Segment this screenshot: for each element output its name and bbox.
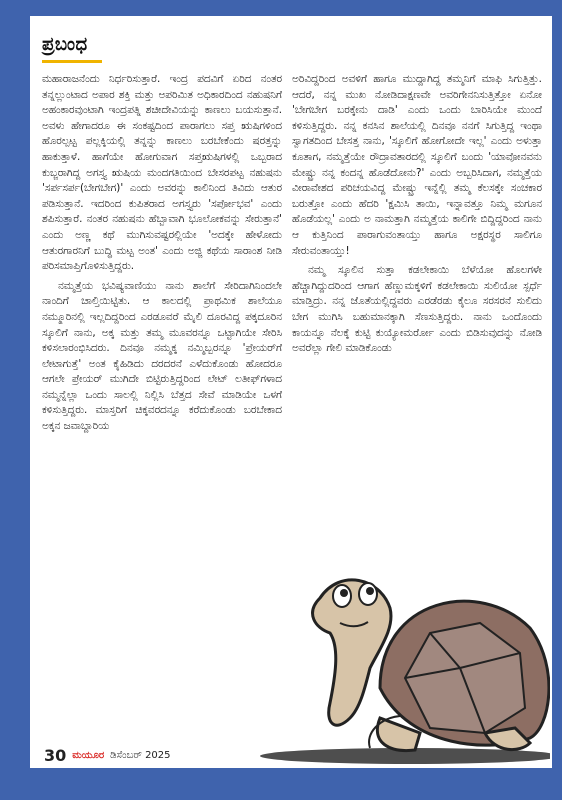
title-underline (42, 60, 102, 63)
bottom-border (0, 768, 562, 800)
top-border (0, 0, 562, 16)
page-number: 30 (44, 746, 67, 765)
left-border (0, 0, 30, 800)
right-paragraph-2: ನಮ್ಮ ಸ್ಕೂಲಿನ ಸುತ್ತಾ ಕಡಲೇಕಾಯಿ ಬೆಳೆಯೋ ಹೊಲಗಳೇ ಹೆಚ್ಚಾಗಿದ್ದುದರಿಂದ ಆಗಾಗ ಹೆಣ್ಣುಮಕ್ಕಳಿಗೆ ಕಡಲೇಕಾಯಿ ಸುಲಿಯೋ ಸ್ಪರ್ಧೆ ಮಾಡ್ತಿದ್ರು. ನನ್ನ ಜೊತೆಯಲ್ಲಿದ್ದವರು ಎರಡೆರಡು ಕೈಲೂ ಸರಸರನೆ ಸುಲಿದು ಬೇಗ ಮುಗಿಸಿ ಬಹುಮಾನಕ್ಕಾಗಿ ಸೆಣಸುತ್ತಿದ್ದರು. ನಾನು ಒಂದೊಂದು ಕಾಯನ್ನೂ ನೆಲಕ್ಕೆ ಕುಟ್ಟಿ ಕುಯ್ಯೋಮರ್ರೋ ಎಂದು ಬಿಡಿಸುವುದನ್ನು ನೋಡಿ ಅವರೆಲ್ಲಾ ಗೇಲಿ ಮಾಡಿಕೊಂಡು (292, 264, 542, 355)
turtle-illustration (230, 538, 550, 768)
magazine-name: ಮಯೂರ (72, 750, 105, 761)
page-footer (44, 746, 171, 765)
left-paragraph-2: ನಮ್ಮತ್ತೆಯ ಭವಿಷ್ಯವಾಣಿಯು ನಾನು ಶಾಲೆಗೆ ಸೇರಿದಾಗಿನಿಂದಲೇ ನಾಂದಿಗೆ ಚಾಲ್ತಿಯಿಟ್ಟಿತು. ಆ ಕಾಲದಲ್ಲಿ ಪ್ರಾಥಮಿಕ ಶಾಲೆಯೂ ನಮ್ಮೂರಿನಲ್ಲಿ ಇಲ್ಲದಿದ್ದರಿಂದ ಎರಡೂವರೆ ಮೈಲಿ ದೂರವಿದ್ದ ಪಕ್ಕದೂರಿನ ಸ್ಕೂಲಿಗೆ ನಾನು, ಅಕ್ಕ ಮತ್ತು ತಮ್ಮ ಮೂವರನ್ನೂ ಒಟ್ಟಾಗಿಯೇ ಸೇರಿಸಿ ಕಳಿಸಲಾರಂಭಿಸಿದರು. ದಿನವೂ ನಮ್ಮಕ್ಕ ನಮ್ಮಿಬ್ಬರನ್ನೂ 'ಪ್ರೇಯರ್‌ಗೆ ಲೇಟಾಗುತ್ತೆ' ಅಂತ ಕೈಹಿಡಿದು ದರದರನೆ ಎಳೆದುಕೊಂಡು ಹೋದರೂ ಆಗಲೇ ಪ್ರೇಯರ್ ಮುಗಿದೇ ಬಿಟ್ಟಿರುತ್ತಿದ್ದರಿಂದ ಲೇಟ್ ಲತೀಫ್‌ಗಳಾದ ನಮ್ಮನ್ನೆಲ್ಲಾ ಒಂದು ಸಾಲಲ್ಲಿ ನಿಲ್ಲಿಸಿ ಬೆತ್ತದ ಸೇವೆ ಮಾಡಿಯೇ ಒಳಗೆ ಕಳಿಸುತ್ತಿದ್ದರು. ಮಾಸ್ತರಿಗೆ ಚಿಕ್ಕವರದನ್ನೂ ಕರೆದುಕೊಂಡು ಬರಬೇಕಾದ ಅಕ್ಕನ ಜವಾಬ್ದಾರಿಯ (42, 279, 282, 433)
issue-date: ಡಿಸೆಂಬರ್ 2025 (110, 750, 171, 761)
left-column (42, 72, 282, 439)
right-border (552, 0, 562, 800)
section-title: ಪ್ರಬಂಧ (42, 34, 88, 55)
left-paragraph-1: ಮಹಾರಾಜನೆಂದು ನಿರ್ಧರಿಸುತ್ತಾರೆ. ಇಂದ್ರ ಪದವಿಗೆ ಏರಿದ ನಂತರ ತನ್ನಲ್ಲುಂಟಾದ ಅಪಾರ ಶಕ್ತಿ ಮತ್ತು ಅಪರಿಮಿತ ಅಧಿಕಾರದಿಂದ ನಹುಷನಿಗೆ ಅಹಂಕಾರವುಂಟಾಗಿ ಇಂದ್ರಪತ್ನಿ ಶಚೀದೇವಿಯನ್ನು ಕಾಣಲು ಬಯಸುತ್ತಾನೆ. ಅವಳು ಹೇಗಾದರೂ ಈ ಸಂಕಷ್ಟದಿಂದ ಪಾರಾಗಲು ಸಪ್ತ ಋಷಿಗಳಿಂದ ಹೊರಲ್ಪಟ್ಟ ಪಲ್ಲಕ್ಕಿಯಲ್ಲಿ ತನ್ನನ್ನು ಕಾಣಲು ಬರಬೇಕೆಂದು ಷರತ್ತನ್ನು ಹಾಕುತ್ತಾಳೆ. ಹಾಗೆಯೇ ಹೋಗುವಾಗ ಸಪ್ತಋಷಿಗಳಲ್ಲಿ ಒಬ್ಬರಾದ ಕುಬ್ಜರಾಗಿದ್ದ ಅಗಸ್ತ್ಯ ಋಷಿಯ ಮಂದಗತಿಯಿಂದ ಬೇಸರಪಟ್ಟ ನಹುಷನು 'ಸರ್ಪಸರ್ಪ(ಬೇಗಬೇಗ)' ಎಂದು ಅವರನ್ನು ಕಾಲಿನಿಂದ ತಿವಿದು ಆತುರ ಪಡಿಸುತ್ತಾನೆ. ಇದರಿಂದ ಕುಪಿತರಾದ ಅಗಸ್ತ್ಯರು 'ಸರ್ಪೋಭವ' ಎಂದು ಶಪಿಸುತ್ತಾರೆ. ನಂತರ ನಹುಷನು ಹೆಬ್ಬಾವಾಗಿ ಭೂಲೋಕವನ್ನು ಸೇರುತ್ತಾನೆ' ಎಂದು ಅಣ್ಣ ಕಥೆ ಮುಗಿಸುವಷ್ಟರಲ್ಲಿಯೇ 'ಅದಕ್ಕೇ ಹೇಳೋದು ಆತುರಗಾರನಿಗೆ ಬುದ್ಧಿ ಮಟ್ಟ ಅಂತ' ಎಂದು ಅಜ್ಜಿ ಕಥೆಯ ಸಾರಾಂಶ ನೀಡಿ ಪರಿಸಮಾಪ್ತಿಗೊಳಿಸುತ್ತಿದ್ದರು. (42, 73, 282, 273)
magazine-page (30, 16, 552, 768)
right-column (292, 72, 542, 361)
right-paragraph-1: ಅರಿವಿದ್ದರಿಂದ ಅವಳಿಗೆ ಹಾಗೂ ಮುದ್ದಾಗಿದ್ದ ತಮ್ಮನಿಗೆ ಮಾಫಿ ಸಿಗುತ್ತಿತ್ತು. ಆದರೆ, ನನ್ನ ಮುಖ ನೋಡಿದಾಕ್ಷಣವೇ ಅವರಿಗೇನನಿಸುತ್ತಿತ್ತೋ ಏನೋ 'ಬೇಗಬೇಗ ಬರಕ್ಕೇನು ದಾಡಿ' ಎಂದು ಒಂದು ಬಾರಿಸಿಯೇ ಮುಂದೆ ಕಳಿಸುತ್ತಿದ್ದರು. ನನ್ನ ಕನಸಿನ ಶಾಲೆಯಲ್ಲಿ ದಿನವೂ ನನಗೆ ಸಿಗುತ್ತಿದ್ದ ಇಂಥಾ ಸ್ವಾಗತದಿಂದ ಬೇಸತ್ತ ನಾನು, 'ಸ್ಕೂಲಿಗೆ ಹೋಗೋದೇ ಇಲ್ಲ' ಎಂದು ಅಳುತ್ತಾ ಕೂತಾಗ, ನಮ್ಮತ್ತೆಯೇ ರೌದ್ರಾವತಾರದಲ್ಲಿ ಸ್ಕೂಲಿಗೆ ಬಂದು 'ಯಾವೋನವನು ಮೇಷ್ಟ್ರು ನನ್ನ ಕಂದನ್ನ ಹೊಡೆದೋನು?' ಎಂದು ಅಬ್ಬರಿಸಿದಾಗ, ನಮ್ಮತ್ತೆಯ ವೀರಾವೇಶದ ಪರಿಚಯವಿದ್ದ ಮೇಷ್ಟ್ರು ಇನ್ನೆಲ್ಲಿ ತಮ್ಮ ಕೆಲಸಕ್ಕೇ ಸಂಚಕಾರ ಬರುತ್ತೋ ಎಂದು ಹೆದರಿ 'ಕ್ಷಮಿಸಿ ತಾಯಿ, ಇನ್ನಾವತ್ತೂ ನಿಮ್ಮ ಮಗೂನ ಹೊಡೆಯಲ್ಲ' ಎಂದು ಅ ನಾಮತ್ತಾಗಿ ನಮ್ಮತ್ತೆಯ ಕಾಲಿಗೇ ಬಿದ್ದಿದ್ದರಿಂದ ನಾನು ಆ ಕುತ್ತಿನಿಂದ ಪಾರಾಗುವಂತಾಯ್ತು ಹಾಗೂ ಅಕ್ಷರಸ್ಥರ ಸಾಲಿಗೂ ಸೇರುವಂತಾಯ್ತು! (292, 73, 542, 257)
